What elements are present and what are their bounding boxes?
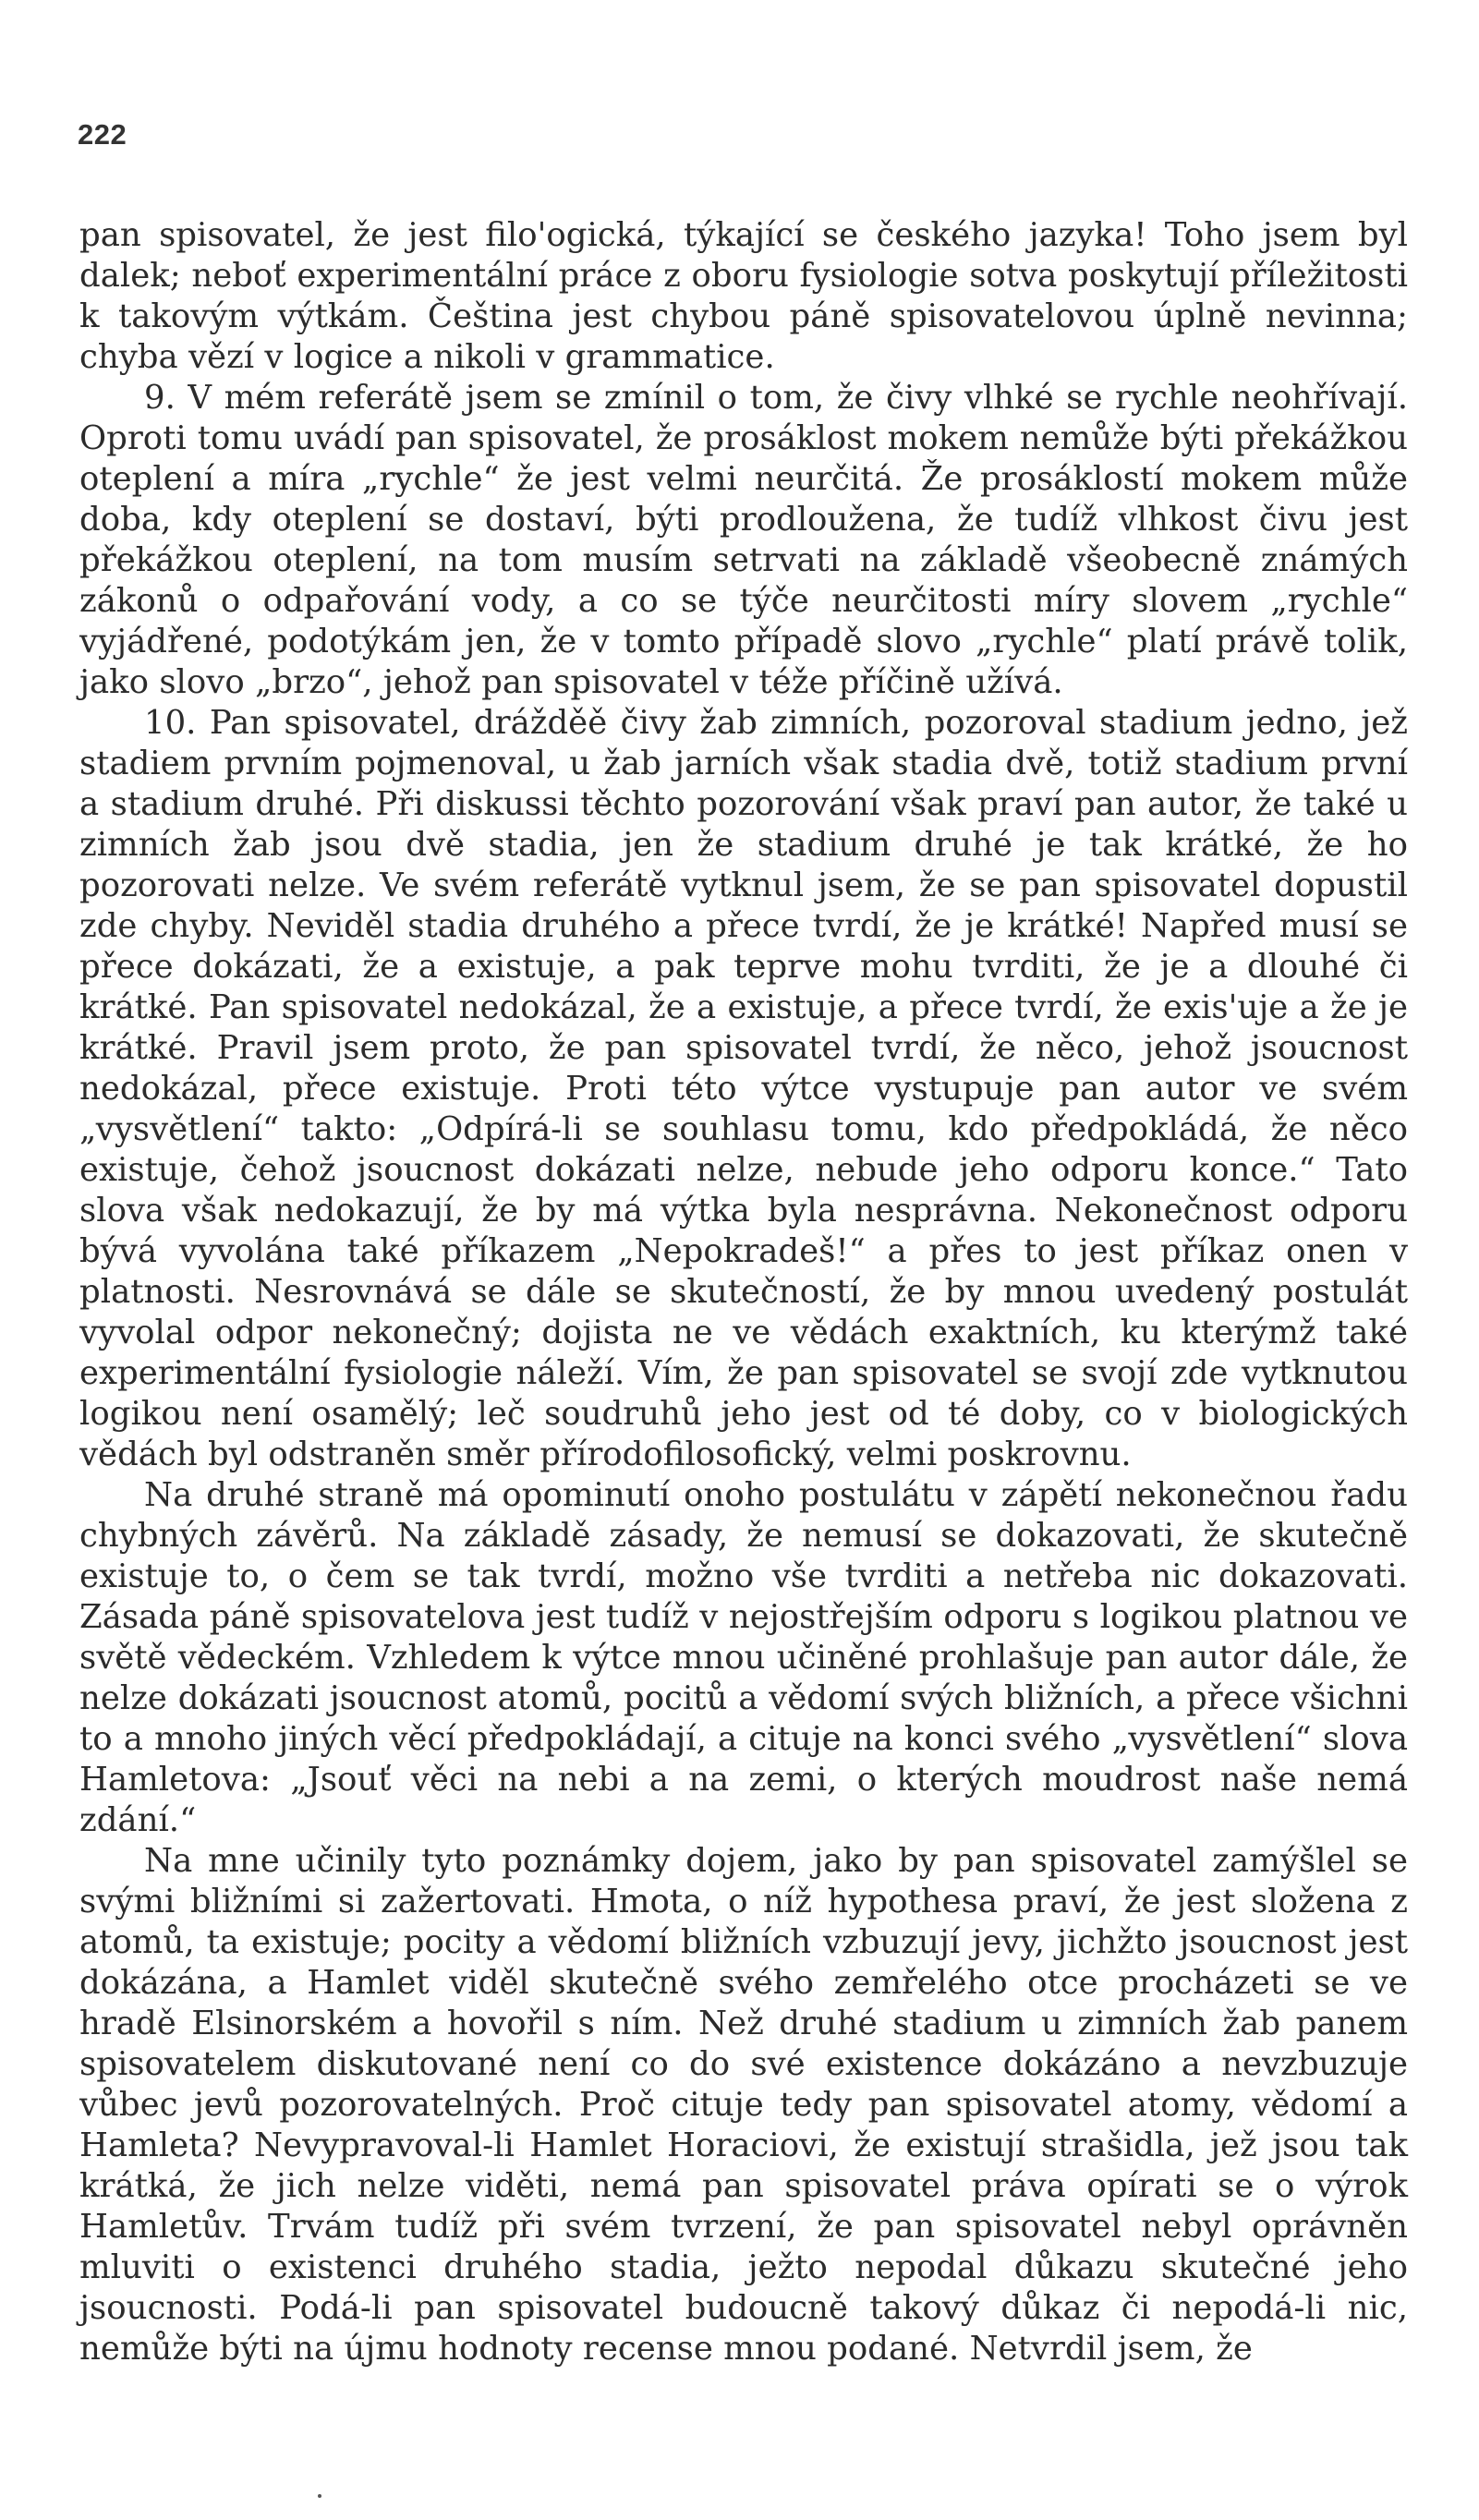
print-speck bbox=[318, 2494, 321, 2498]
paragraph-other-side: Na druhé straně má opominutí onoho postulátu v zápětí nekonečnou řadu chybných závěrů. Na základě zásady, že nemusí se dokazovati, že skutečně existuje to, o čem se tak tvrdí, možno vše tvrditi a netřeba nic dokazovati. Zásada páně spisovatelova jest tudíž v nejostřejším odporu s logikou platnou ve světě vědeckém. Vzhledem k výtce mnou učiněné prohlašuje pan autor dále, že nelze dokázati jsoucnost atomů, pocitů a vědomí svých bližních, a přece všichni to a mnoho jiných věcí předpokládají, a cituje na konci svého „vysvětlení“ slova Hamletova: „Jsouť věci na nebi a na zemi, o kterých moudrost naše nemá zdání.“ bbox=[79, 1476, 1408, 1839]
paragraph-point-10: 10. Pan spisovatel, drážděě čivy žab zimních, pozoroval stadium jedno, jež stadiem prvním pojmenoval, u žab jarních však stadia dvě, totiž stadium první a stadium druhé. Při diskussi těchto pozorování však praví pan autor, že také u zimních žab jsou dvě stadia, jen že stadium druhé je tak krátké, že ho pozorovati nelze. Ve svém referátě vytknul jsem, že se pan spisovatel dopustil zde chyby. Neviděl stadia druhého a přece tvrdí, že je krátké! Napřed musí se přece dokázati, že a existuje, a pak teprve mohu tvrditi, že je a dlouhé či krátké. Pan spisovatel nedokázal, že a existuje, a přece tvrdí, že exis'uje a že je krátké. Pravil jsem proto, že pan spisovatel tvrdí, že něco, jehož jsoucnost nedokázal, přece existuje. Proti této výtce vystupuje pan autor ve svém „vysvětlení“ takto: „Odpírá-li se souhlasu tomu, kdo předpokládá, že něco existuje, čehož jsoucnost dokázati nelze, nebude jeho odporu konce.“ Tato slova však nedokazují, že by má výtka byla nesprávna. Nekonečnost odporu bývá vyvolána také příkazem „Nepokradeš!“ a přes to jest příkaz onen v platnosti. Nesrovnává se dále se skutečností, že by mnou uvedený postulát vyvolal odpor nekonečný; dojista ne ve vědách exaktních, ku kterýmž také experimentální fysiologie náleží. Vím, že pan spisovatel se svojí zde vytknutou logikou není osamělý; leč soudruhů jeho jest od té doby, co v biologických vědách byl odstraněn směr přírodofilosofický, velmi poskrovnu. bbox=[79, 704, 1408, 1473]
paragraph-continued: pan spisovatel, že jest filo'ogická, týkající se českého jazyka! Toho jsem byl dalek; neboť experimentální práce z oboru fysiologie sotva poskytují příležitosti k takovým výtkám. Čeština jest chybou páně spisovatelovou úplně nevinna; chyba vězí v logice a nikoli v grammatice. bbox=[79, 216, 1408, 376]
body-text bbox=[79, 215, 1408, 2369]
paragraph-impression: Na mne učinily tyto poznámky dojem, jako by pan spisovatel zamýšlel se svými bližními si zažertovati. Hmota, o níž hypothesa praví, že jest složena z atomů, ta existuje; pocity a vědomí bližních vzbuzují jevy, jichžto jsoucnost jest dokázána, a Hamlet viděl skutečně svého zemřelého otce procházeti se ve hradě Elsinorském a hovořil s ním. Než druhé stadium u zimních žab panem spisovatelem diskutované není co do své existence dokázáno a nevzbuzuje vůbec jevů pozorovatelných. Proč cituje tedy pan spisovatel atomy, vědomí a Hamleta? Nevypravoval-li Hamlet Horaciovi, že existují strašidla, jež jsou tak krátká, že jich nelze viděti, nemá pan spisovatel práva opírati se o výrok Hamletův. Trvám tudíž při svém tvrzení, že pan spisovatel nebyl oprávněn mluviti o existenci druhého stadia, ježto nepodal důkazu skutečné jeho jsoucnosti. Podá-li pan spisovatel budoucně takový důkaz či nepodá-li nic, nemůže býti na újmu hodnoty recense mnou podané. Netvrdil jsem, že bbox=[79, 1842, 1408, 2368]
paragraph-point-9: 9. V mém referátě jsem se zmínil o tom, že čivy vlhké se rychle neohřívají. Oproti tomu uvádí pan spisovatel, že prosáklost mokem nemůže býti překážkou oteplení a míra „rychle“ že jest velmi neurčitá. Že prosáklostí mokem může doba, kdy oteplení se dostaví, býti prodloužena, že tudíž vlhkost čivu jest překážkou oteplení, na tom musím setrvati na základě všeobecně známých zákonů o odpařování vody, a co se týče neurčitosti míry slovem „rychle“ vyjádřené, podotýkám jen, že v tomto případě slovo „rychle“ platí právě tolik, jako slovo „brzo“, jehož pan spisovatel v téže příčině užívá. bbox=[79, 379, 1408, 701]
page-number: 222 bbox=[78, 118, 127, 151]
